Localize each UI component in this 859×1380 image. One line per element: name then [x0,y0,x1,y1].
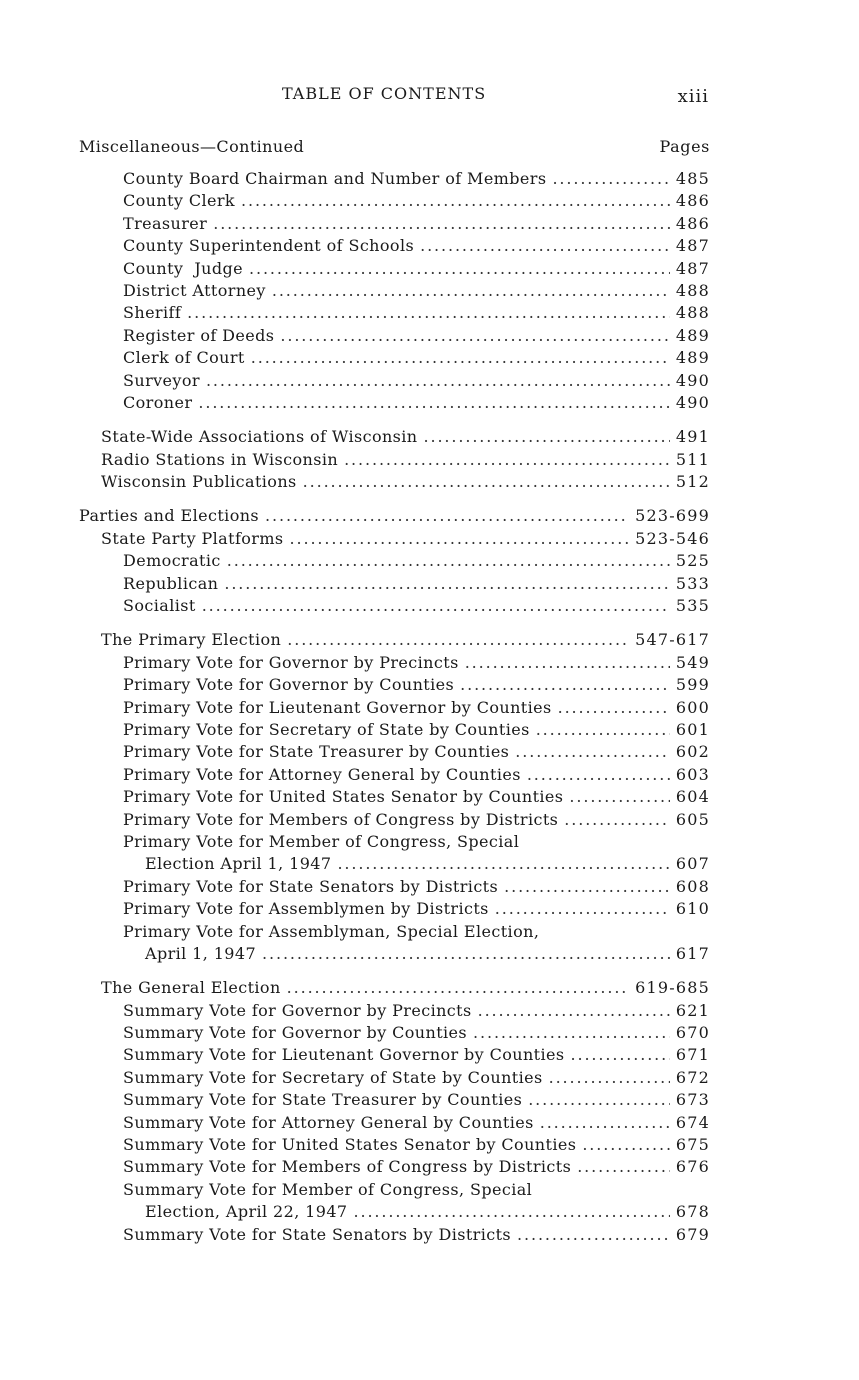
toc-entry-label: Primary Vote for Assemblyman, Special Election, [123,921,540,941]
running-title: TABLE OF CONTENTS [282,84,487,103]
toc-entry [0,1044,710,1066]
dot-leader [206,370,670,392]
toc-entry-page: 488 [675,303,710,323]
toc-entry-label: Summary Vote for Governor by Precincts [123,1000,472,1020]
toc-entry-label: Primary Vote for United States Senator by Counties [123,787,564,807]
dot-leader [287,629,629,651]
toc-entry-page: 675 [675,1135,710,1155]
toc-entry-page: 487 [675,236,710,256]
toc-entry [0,235,710,257]
toc-entry-page: 490 [675,370,710,390]
dot-leader [577,1156,670,1178]
toc-entry [0,505,710,527]
toc-entry-label: Primary Vote for Governor by Counties [123,675,455,695]
toc-entry-label: Parties and Elections [79,506,260,526]
toc-entry-page: 489 [675,348,710,368]
toc-list [0,136,859,1246]
toc-entry-page: 617 [675,943,710,963]
toc-entry-page: 674 [675,1112,710,1132]
dot-leader [465,652,670,674]
dot-leader [460,674,670,696]
dot-leader [582,1134,670,1156]
toc-entry-label: Primary Vote for State Treasurer by Counties [123,742,510,762]
toc-entry-label: County Superintendent of Schools [123,236,415,256]
dot-leader [424,426,670,448]
toc-entry-page: 488 [675,280,710,300]
toc-entry [0,853,710,875]
toc-entry-page: 486 [675,191,710,211]
toc-entry [0,719,710,741]
toc-entry-label: Clerk of Court [123,348,245,368]
toc-entry-label: Summary Vote for Member of Congress, Special [123,1179,533,1199]
toc-entry-page: 523-699 [635,506,710,526]
dot-leader [571,1044,670,1066]
toc-entry-label: Sheriff [123,303,182,323]
toc-entry-label: Republican [123,573,219,593]
toc-entry [0,168,710,190]
toc-entry-page: 599 [675,675,710,695]
toc-entry-page: 525 [675,551,710,571]
toc-entry-label: The General Election [101,978,281,998]
toc-entry [0,190,710,212]
toc-entry-label: Primary Vote for Members of Congress by Districts [123,809,559,829]
toc-entry [0,809,710,831]
dot-leader [290,528,630,550]
dot-leader [227,550,670,572]
toc-entry-page: 523-546 [635,528,710,548]
toc-entry [0,1022,710,1044]
toc-entry-page: 511 [675,449,710,469]
toc-entry-label: County Board Chairman and Number of Members [123,169,547,188]
toc-entry [0,1134,710,1156]
dot-leader [517,1224,670,1246]
dot-leader [504,876,670,898]
dot-leader [213,213,670,235]
dot-leader [354,1201,670,1223]
toc-entry-page: 673 [675,1090,710,1110]
toc-entry-page: 489 [675,325,710,345]
dot-leader [224,573,670,595]
toc-entry-label: Radio Stations in Wisconsin [101,449,339,469]
toc-entry-label: Election, April 22, 1947 [145,1202,348,1222]
dot-leader [265,505,629,527]
toc-entry-page: 676 [675,1157,710,1177]
toc-entry-label: County Judge [123,258,243,278]
page-number: xiii [677,86,709,107]
section-gap [0,414,859,426]
toc-entry-page: 679 [675,1224,710,1244]
toc-entry [0,280,710,302]
toc-entry-page: 619-685 [635,978,710,998]
toc-entry-label: Primary Vote for State Senators by Districts [123,876,499,896]
toc-entry-label: Primary Vote for Assemblymen by Districts [123,899,489,919]
toc-entry-label: Summary Vote for Governor by Counties [123,1023,468,1043]
section-gap [0,965,859,977]
dot-leader [344,449,670,471]
dot-leader [528,1089,670,1111]
toc-entry [0,573,710,595]
toc-entry-label: County Clerk [123,191,236,211]
toc-entry-label: Summary Vote for Attorney General by Counties [123,1112,534,1132]
toc-entry-label: Election April 1, 1947 [145,854,332,874]
toc-entry [0,921,710,943]
toc-entry [0,898,710,920]
toc-entry [0,674,710,696]
toc-entry [0,697,710,719]
toc-entry [0,764,710,786]
toc-entry-label: Treasurer [123,213,208,233]
dot-leader [564,809,670,831]
section-heading-label: Miscellaneous—Continued [79,137,305,156]
dot-leader [287,977,629,999]
toc-entry [0,652,710,674]
toc-entry-page: 491 [675,427,710,447]
toc-entry-label: Summary Vote for State Treasurer by Counties [123,1090,523,1110]
dot-leader [280,325,669,347]
toc-entry-label: Summary Vote for Members of Congress by Districts [123,1157,572,1177]
pages-column-label: Pages [659,137,710,156]
toc-entry-page: 604 [675,787,710,807]
running-header [0,84,859,108]
dot-leader [527,764,670,786]
toc-entry-page: 610 [675,899,710,919]
toc-entry [0,1156,710,1178]
toc-entry-label: Register of Deeds [123,325,275,345]
dot-leader [202,595,670,617]
dot-leader [303,471,670,493]
toc-entry-page: 549 [675,652,710,672]
toc-section-heading [0,136,710,160]
toc-entry [0,325,710,347]
toc-entry-label: District Attorney [123,280,266,300]
toc-entry-page: 621 [675,1000,710,1020]
toc-entry-page: 533 [675,573,710,593]
toc-entry-label: The Primary Election [101,630,282,650]
toc-entry-page: 601 [675,719,710,739]
toc-entry [0,831,710,853]
toc-entry [0,1201,710,1223]
dot-leader [549,1067,670,1089]
toc-entry-page: 607 [675,854,710,874]
toc-entry-page: 678 [675,1202,710,1222]
toc-entry [0,528,710,550]
toc-entry-label: Primary Vote for Attorney General by Counties [123,764,521,784]
toc-entry [0,741,710,763]
toc-entry-page: 512 [675,472,710,492]
toc-entry [0,1000,710,1022]
toc-entry [0,370,710,392]
toc-entry-label: Summary Vote for United States Senator by Counties [123,1135,577,1155]
toc-entry [0,347,710,369]
toc-entry-label: Summary Vote for Lieutenant Governor by Counties [123,1045,565,1065]
dot-leader [337,853,669,875]
toc-entry [0,1089,710,1111]
toc-entry-label: Summary Vote for State Senators by Districts [123,1224,512,1244]
toc-entries [0,168,859,1246]
toc-entry-label: State Party Platforms [101,528,284,548]
dot-leader [478,1000,670,1022]
toc-entry-label: Socialist [123,596,196,616]
toc-entry-page: 602 [675,742,710,762]
toc-entry-page: 547-617 [635,630,710,650]
toc-entry [0,629,710,651]
toc-entry-page: 608 [675,876,710,896]
toc-entry-label: Coroner [123,392,193,412]
toc-entry-page: 603 [675,764,710,784]
toc-entry-page: 490 [675,392,710,412]
toc-entry [0,786,710,808]
dot-leader [262,943,670,965]
toc-entry-label: April 1, 1947 [145,943,257,963]
toc-entry-page: 535 [675,596,710,616]
dot-leader [536,719,670,741]
dot-leader [558,697,670,719]
dot-leader [272,280,670,302]
toc-entry [0,876,710,898]
dot-leader [540,1112,670,1134]
toc-entry-page: 605 [675,809,710,829]
section-gap [0,617,859,629]
toc-entry [0,258,710,280]
dot-leader [241,190,670,212]
toc-entry [0,1224,710,1246]
toc-entry-page: 487 [675,258,710,278]
dot-leader [552,168,669,190]
toc-entry-page: 600 [675,697,710,717]
toc-entry [0,1112,710,1134]
toc-entry-label: Primary Vote for Governor by Precincts [123,652,459,672]
dot-leader [420,235,670,257]
toc-entry [0,471,710,493]
toc-entry-page: 671 [675,1045,710,1065]
toc-entry [0,943,710,965]
toc-entry-label: State-Wide Associations of Wisconsin [101,427,418,447]
toc-entry-label: Primary Vote for Secretary of State by Counties [123,719,530,739]
dot-leader [251,347,670,369]
toc-entry-label: Surveyor [123,370,200,390]
dot-leader [198,392,669,414]
toc-entry-label: Democratic [123,551,221,571]
toc-entry [0,392,710,414]
toc-entry [0,977,710,999]
toc-entry-label: Summary Vote for Secretary of State by Counties [123,1067,543,1087]
toc-entry [0,449,710,471]
toc-entry-page: 672 [675,1067,710,1087]
toc-entry [0,1179,710,1201]
dot-leader [495,898,670,920]
section-gap [0,493,859,505]
dot-leader [515,741,670,763]
toc-entry-label: Wisconsin Publications [101,472,297,492]
toc-entry [0,550,710,572]
dot-leader [187,302,670,324]
toc-entry [0,1067,710,1089]
toc-entry [0,426,710,448]
dot-leader [569,786,669,808]
toc-entry [0,302,710,324]
dot-leader [249,258,670,280]
toc-entry-page: 670 [675,1023,710,1043]
toc-entry [0,595,710,617]
toc-entry-label: Primary Vote for Lieutenant Governor by Counties [123,697,552,717]
toc-entry-page: 485 [675,169,710,188]
dot-leader [473,1022,670,1044]
toc-entry-label: Primary Vote for Member of Congress, Special [123,831,520,851]
toc-entry-page: 486 [675,213,710,233]
toc-entry [0,213,710,235]
